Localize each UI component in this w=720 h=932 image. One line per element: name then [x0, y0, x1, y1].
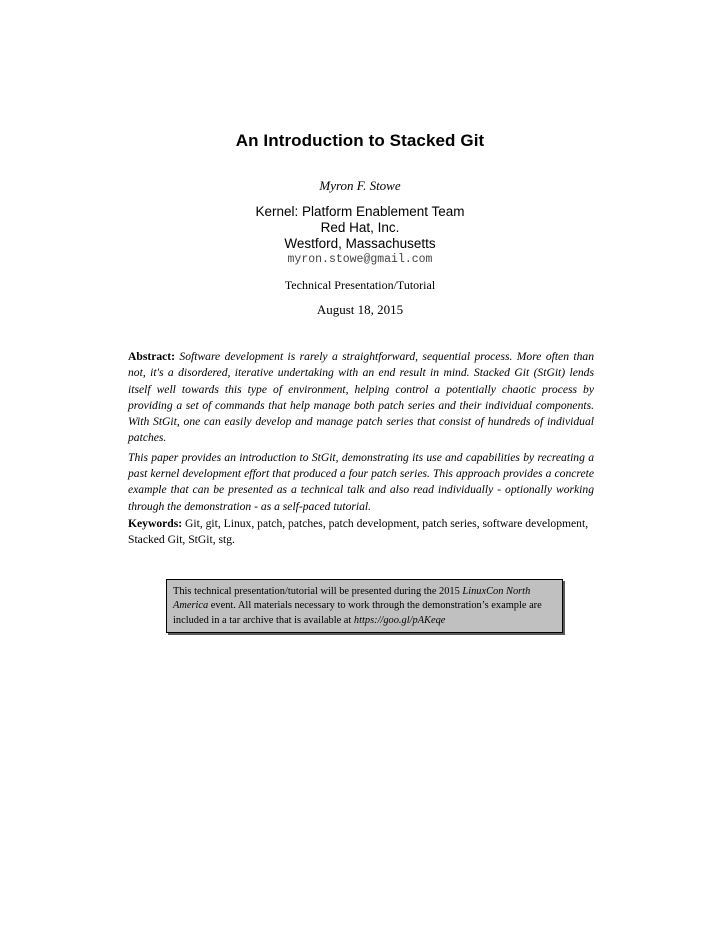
keywords-section [128, 516, 594, 549]
document-type: Technical Presentation/Tutorial [284, 278, 436, 292]
affiliation-company: Red Hat, Inc. [320, 220, 400, 235]
paper-title: An Introduction to Stacked Git [235, 131, 485, 150]
abstract-label: Abstract: [128, 350, 176, 363]
publication-date: August 18, 2015 [316, 302, 404, 317]
author-name: Myron F. Stowe [319, 178, 401, 193]
note-event-name: LinuxCon North America [173, 586, 531, 612]
note-archive-link[interactable]: https://goo.gl/pAKeqe [353, 614, 446, 626]
keywords-text: Git, git, Linux, patch, patches, patch development, patch series, software development, Stacked Git, StGit, stg. [128, 517, 589, 547]
author-email: myron.stowe@gmail.com [287, 253, 433, 266]
affiliation-team: Kernel: Platform Enablement Team [255, 204, 465, 219]
abstract-text-1: Software development is rarely a straightforward, sequential process. More often than not, it's a disordered, iterative undertaking with an end result in mind. Stacked Git (StGit) lends itself well towards this type of environment, helping control a potentially chaotic process by providing a set of commands that help manage both patch series and their individual components. With StGit, one can easily develop and manage patch series that consist of hundreds of individual patches. [128, 350, 594, 445]
abstract-paragraph-1 [128, 349, 594, 447]
note-text-2: event. All materials necessary to work through the demonstration’s example are included in a tar archive that is available at [173, 600, 542, 626]
abstract-section [128, 349, 594, 518]
event-note-box [166, 579, 563, 633]
keywords-label: Keywords: [128, 517, 183, 530]
abstract-paragraph-2: This paper provides an introduction to StGit, demonstrating its use and capabilities by recreating a past kernel development effort that produced a four patch series. This approach provides a concrete example that can be presented as a technical talk and also read individually - optionally working through the demonstration - as a self-paced tutorial. [128, 450, 594, 513]
affiliation-location: Westford, Massachusetts [284, 236, 436, 251]
note-text-1: This technical presentation/tutorial will be presented during the 2015 [173, 586, 463, 597]
